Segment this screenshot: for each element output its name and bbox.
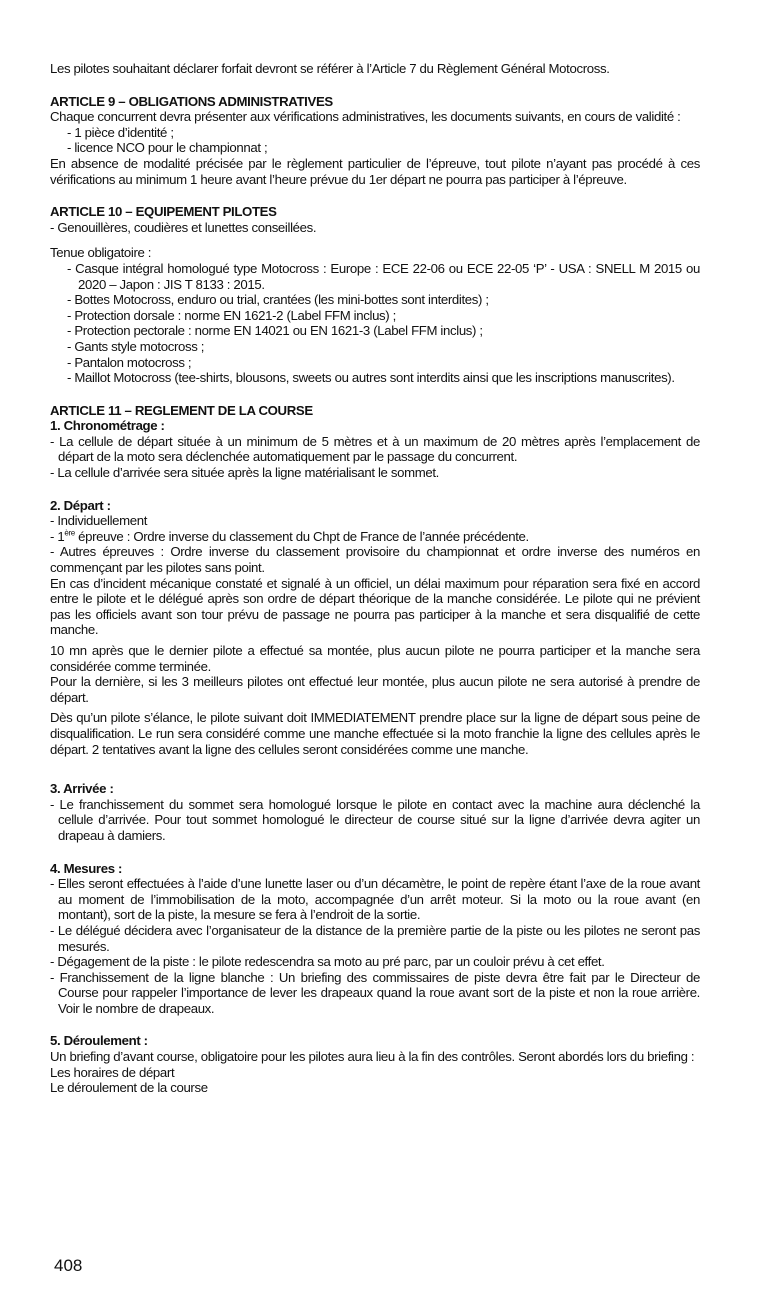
list-item: Les horaires de départ: [50, 1064, 175, 1080]
list-item: - Franchissement de la ligne blanche : Un briefing des commissaires de piste devra être fait par le Directeur de Course pour rappeler l’importance de lever les drapeaux quand la roue avant sort de la piste et non la roue arrière. Voir le nombre de drapeaux.: [50, 969, 700, 1016]
list-item: - 1 pièce d’identité ;: [67, 124, 174, 140]
document-page: [50, 61, 700, 1096]
list-item: - Bottes Motocross, enduro ou trial, crantées (les mini-bottes sont interdites) ;: [67, 292, 489, 308]
section-title: 2. Départ :: [50, 497, 111, 513]
article-9-paragraph: Chaque concurrent devra présenter aux vérifications administratives, les documents suivants, en cours de validité :: [50, 109, 681, 125]
list-item: - Le délégué décidera avec l’organisateur de la distance de la première partie de la piste ou les pilotes ne seront pas mesurés.: [50, 922, 700, 954]
section-title: 5. Déroulement :: [50, 1033, 148, 1049]
article-10-title: ARTICLE 10 – EQUIPEMENT PILOTES: [50, 204, 277, 220]
list-item: - Maillot Motocross (tee-shirts, blousons, sweets ou autres sont interdits ainsi que les inscriptions manuscrites).: [67, 370, 675, 386]
paragraph: Un briefing d’avant course, obligatoire pour les pilotes aura lieu à la fin des contrôles. Seront abordés lors du briefing :: [50, 1049, 695, 1065]
list-item: - licence NCO pour le championnat ;: [67, 140, 268, 156]
superscript: ère: [64, 528, 75, 538]
list-item: Le déroulement de la course: [50, 1080, 208, 1096]
article-9-title: ARTICLE 9 – OBLIGATIONS ADMINISTRATIVES: [50, 93, 333, 109]
paragraph: En cas d’incident mécanique constaté et signalé à un officiel, un délai maximum pour réparation sera fixé en accord entre le pilote et le délégué après son ordre de départ théorique de la manche considérée. Le pilote qui ne prévient pas les officiels avant son tour prévu de passage ne pourra pas participer à la manche et sera disqualifié de cette manche.: [50, 575, 700, 638]
article-9-paragraph: En absence de modalité précisée par le règlement particulier de l’épreuve, tout pilote n’ayant pas procédé à ces vérifications au minimum 1 heure avant l’heure prévue du 1er départ ne pourra pas participer à l’épreuve.: [50, 155, 700, 187]
section-title: 4. Mesures :: [50, 860, 123, 876]
intro-paragraph: Les pilotes souhaitant déclarer forfait devront se référer à l’Article 7 du Règlement Général Motocross.: [50, 61, 610, 76]
paragraph: Dès qu’un pilote s’élance, le pilote suivant doit IMMEDIATEMENT prendre place sur la ligne de départ sous peine de disqualification. Le run sera considéré comme une manche effectuée si la moto franchie la ligne des cellules après le départ. 2 tentatives avant la ligne des cellules seront considérées comme une manche.: [50, 710, 700, 757]
article-10-paragraph: Tenue obligatoire :: [50, 245, 152, 261]
paragraph: 10 mn après que le dernier pilote a effectué sa montée, plus aucun pilote ne pourra participer et la manche sera considérée comme terminée.: [50, 643, 700, 674]
list-item: - Gants style motocross ;: [67, 338, 205, 354]
list-item: - Protection dorsale : norme EN 1621-2 (Label FFM inclus) ;: [67, 307, 396, 323]
list-item-text: épreuve : Ordre inverse du classement du Chpt de France de l’année précédente.: [74, 528, 529, 544]
list-item: - Protection pectorale : norme EN 14021 ou EN 1621-3 (Label FFM inclus) ;: [67, 323, 483, 339]
page-number: 408: [54, 1256, 83, 1275]
section-title: 1. Chronométrage :: [50, 418, 165, 434]
list-item: - La cellule d’arrivée sera située après la ligne matérialisant le sommet.: [50, 465, 439, 481]
section-title: 3. Arrivée :: [50, 781, 114, 797]
paragraph: Pour la dernière, si les 3 meilleurs pilotes ont effectué leur montée, plus aucun pilote ne sera autorisé à prendre de départ.: [50, 674, 700, 705]
list-item: - Dégagement de la piste : le pilote redescendra sa moto au pré parc, par un couloir prévu à cet effet.: [50, 954, 605, 970]
list-item: - Elles seront effectuées à l’aide d’une lunette laser ou d’un décamètre, le point de repère étant l’axe de la roue avant au moment de l’immobilisation de la moto, accompagnée d’un arrêt moteur. Si la moto ou la roue avant (en montant), sort de la piste, la mesure se fera à l’endroit de la sortie.: [50, 876, 700, 923]
article-11-title: ARTICLE 11 – REGLEMENT DE LA COURSE: [50, 402, 313, 418]
list-item: - Individuellement: [50, 513, 148, 529]
list-item-prefix: - 1: [50, 528, 65, 544]
list-item: - Le franchissement du sommet sera homologué lorsque le pilote en contact avec la machine aura déclenché la cellule d’arrivée. Pour tout sommet homologué le directeur de course situé sur la ligne d’arrivée devra agiter un drapeau à damiers.: [50, 796, 700, 843]
list-item: [50, 529, 700, 545]
list-item: - Autres épreuves : Ordre inverse du classement provisoire du championnat et ordre inverse des numéros en commençant par les pilotes sans point.: [50, 544, 700, 576]
article-10-paragraph: - Genouillères, coudières et lunettes conseillées.: [50, 219, 317, 235]
list-item: - Casque intégral homologué type Motocross : Europe : ECE 22-06 ou ECE 22-05 ‘P’ - USA : SNELL M 2015 ou 2020 – Japon : JIS T 8133 : 2015.: [67, 260, 700, 292]
list-item: - Pantalon motocross ;: [67, 354, 192, 370]
list-item: - La cellule de départ située à un minimum de 5 mètres et à un maximum de 20 mètres après l’emplacement de départ de la moto sera déclenchée automatiquement par le passage du concurrent.: [50, 433, 700, 465]
